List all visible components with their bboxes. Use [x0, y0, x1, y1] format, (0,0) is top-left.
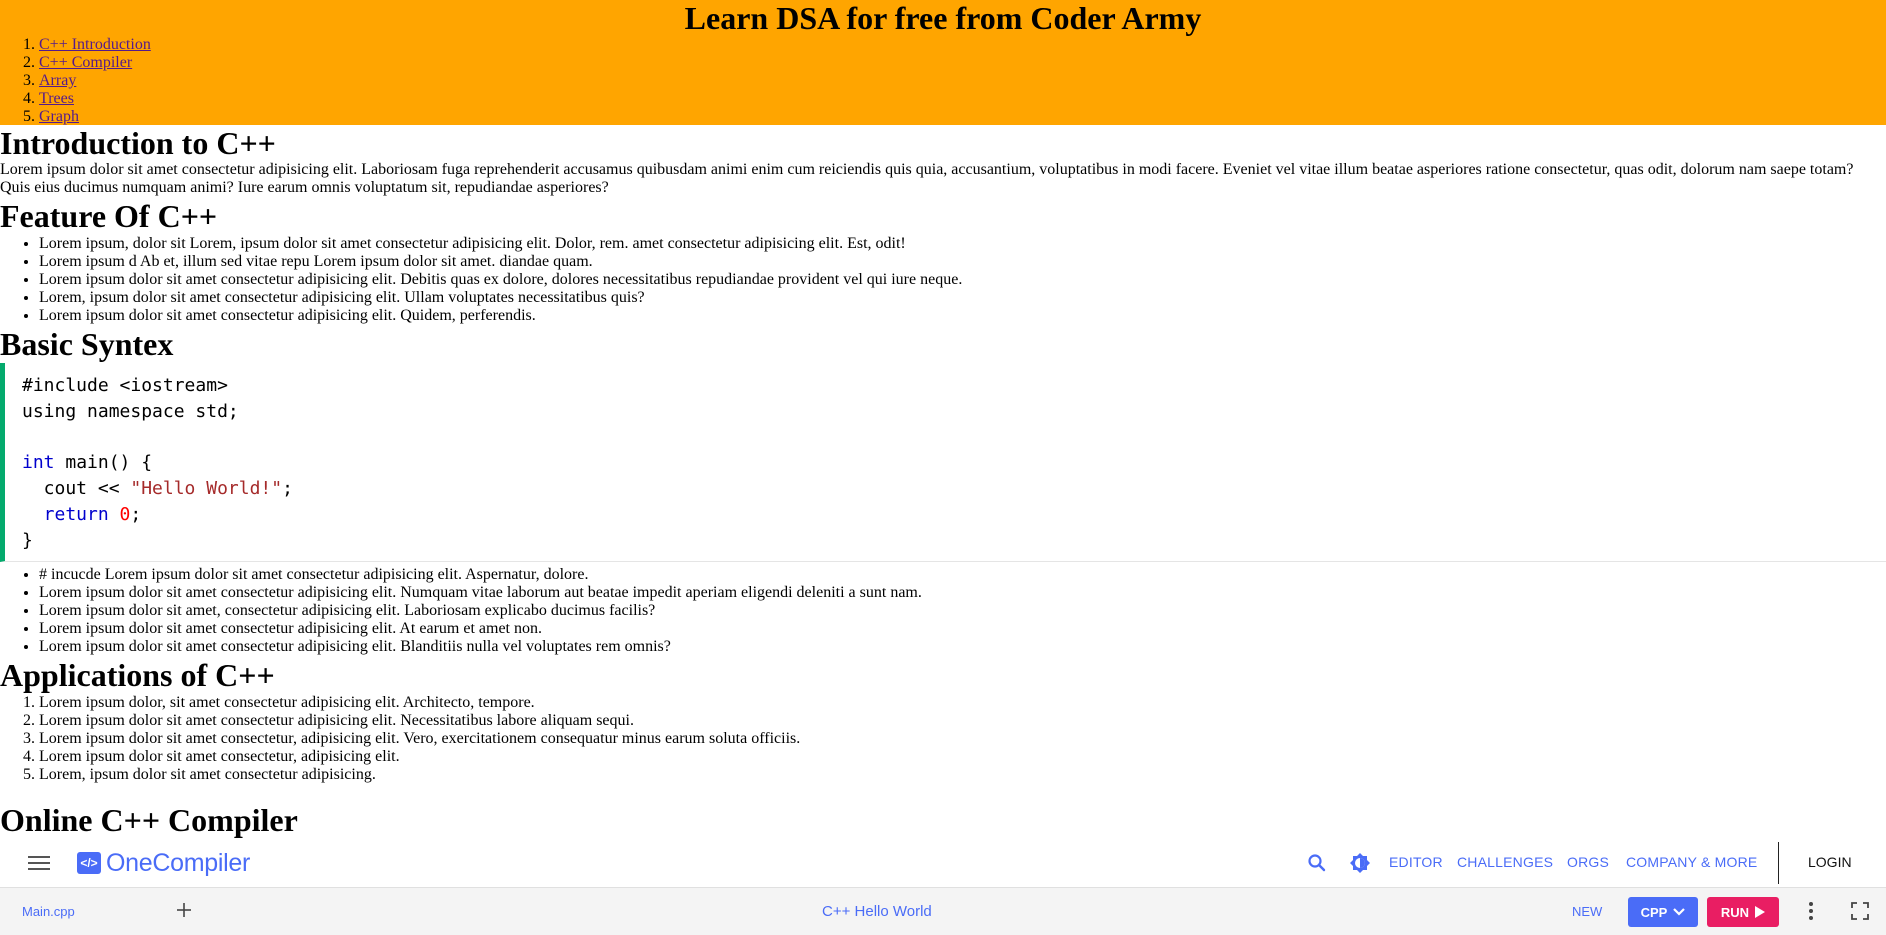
nav-link-array[interactable]: Array — [39, 72, 77, 89]
list-item: 3. Lorem ipsum dolor sit amet consectetur, adipisicing elit. Vero, exercitationem consequatur minus earum soluta officiis. — [39, 730, 800, 748]
syntax-list — [0, 566, 922, 656]
fullscreen-icon[interactable] — [1851, 902, 1869, 920]
nav-link-trees[interactable]: Trees — [39, 90, 74, 107]
compiler-heading: Online C++ Compiler — [0, 802, 298, 838]
code-cout: cout << — [22, 478, 131, 500]
list-item: • Lorem ipsum d Ab et, illum sed vitae repu Lorem ipsum dolor sit amet. diandae quam. — [39, 253, 962, 271]
code-keyword-return: return — [22, 503, 120, 525]
list-item: 5. Lorem, ipsum dolor sit amet consectetur adipisicing. — [39, 766, 800, 784]
nav-company-more[interactable]: COMPANY & MORE — [1626, 854, 1758, 870]
list-item: • Lorem ipsum dolor sit amet, consectetur adipisicing elit. Laboriosam explicabo ducimus facilis? — [39, 602, 922, 620]
list-item: 4. Lorem ipsum dolor sit amet consectetur, adipisicing elit. — [39, 748, 800, 766]
list-item: 1. Lorem ipsum dolor, sit amet consectetur adipisicing elit. Architecto, tempore. — [39, 694, 800, 712]
nav-orgs[interactable]: ORGS — [1567, 854, 1610, 870]
nav-challenges[interactable]: CHALLENGES — [1457, 854, 1554, 870]
chevron-down-icon — [1673, 908, 1685, 916]
nav-item-array — [39, 72, 151, 90]
features-list — [0, 235, 962, 325]
onecompiler-topbar — [0, 839, 1886, 887]
nav-item-cpp-introduction — [39, 36, 151, 54]
nav-link-cpp-compiler[interactable]: C++ Compiler — [39, 54, 133, 71]
code-icon: </> — [77, 852, 101, 874]
code-semicolon: ; — [282, 478, 293, 500]
more-vert-icon[interactable] — [1806, 900, 1816, 922]
editor-title[interactable]: C++ Hello World — [822, 903, 932, 920]
header-nav — [0, 36, 151, 126]
menu-icon[interactable] — [28, 853, 50, 871]
list-item: • Lorem ipsum dolor sit amet consectetur adipisicing elit. Quidem, perferendis. — [39, 307, 962, 325]
list-item: • Lorem ipsum dolor sit amet consectetur adipisicing elit. Blanditiis nulla vel voluptates rem omnis? — [39, 638, 922, 656]
applications-heading: Applications of C++ — [0, 657, 275, 693]
nav-link-graph[interactable]: Graph — [39, 108, 79, 125]
file-tab-main-cpp[interactable]: Main.cpp — [22, 904, 75, 919]
code-text — [22, 373, 293, 554]
code-example — [0, 363, 1886, 562]
nav-item-trees — [39, 90, 151, 108]
list-item: • Lorem ipsum dolor sit amet consectetur adipisicing elit. Numquam vitae laborum aut beatae impedit aperiam eligendi deleniti a sunt nam. — [39, 584, 922, 602]
run-button[interactable] — [1707, 897, 1779, 927]
syntax-heading: Basic Syntex — [0, 326, 174, 362]
nav-editor[interactable]: EDITOR — [1389, 854, 1443, 870]
code-string-literal: "Hello World!" — [130, 478, 283, 500]
theme-icon[interactable] — [1349, 852, 1371, 874]
intro-heading: Introduction to C++ — [0, 125, 276, 161]
applications-list — [0, 694, 800, 784]
nav-item-cpp-compiler — [39, 54, 151, 72]
page-title: Learn DSA for free from Coder Army — [684, 0, 1202, 36]
code-close-brace: } — [22, 529, 33, 551]
list-item: • # incucde Lorem ipsum dolor sit amet consectetur adipisicing elit. Aspernatur, dolore. — [39, 566, 922, 584]
onecompiler-logo[interactable] — [77, 848, 250, 878]
code-line-namespace: using namespace std; — [22, 400, 239, 422]
new-button[interactable]: NEW — [1572, 904, 1603, 919]
features-heading: Feature Of C++ — [0, 198, 218, 234]
login-button[interactable]: LOGIN — [1808, 854, 1852, 870]
language-select-button[interactable] — [1628, 897, 1698, 927]
divider — [1778, 842, 1779, 884]
site-header — [0, 0, 1886, 125]
code-line-include: #include <iostream> — [22, 375, 228, 396]
code-number-literal: 0 — [119, 503, 131, 525]
intro-paragraph: Lorem ipsum dolor sit amet consectetur adipisicing elit. Laboriosam fuga reprehenderit accusamus quibusdam animi enim cum reiciendis quis quia, accusantium, voluptatibus in modi facere. Eveniet vel vitae illum beatae asperiores ratione consectetur, quas odit, dolorum nam saepe totam? Quis eius ducimus numquam animi? Iure earum omnis voluptatum sit, repudiandae asperiores? — [0, 161, 1854, 196]
logo-text: OneCompiler — [106, 848, 250, 877]
run-label: RUN — [1720, 904, 1750, 920]
code-semicolon: ; — [130, 503, 142, 525]
list-item: • Lorem ipsum dolor sit amet consectetur adipisicing elit. Debitis quas ex dolore, dolores necessitatibus repudiandae provident vel qui iure neque. — [39, 271, 962, 289]
list-item: • Lorem, ipsum dolor sit amet consectetur adipisicing elit. Ullam voluptates necessitatibus quis? — [39, 289, 962, 307]
nav-item-graph — [39, 108, 151, 126]
add-icon[interactable] — [175, 901, 193, 919]
code-keyword-int: int — [22, 452, 55, 474]
nav-link-cpp-introduction[interactable]: C++ Introduction — [39, 36, 151, 53]
onecompiler-toolbar — [0, 887, 1886, 935]
code-main-signature: main() { — [54, 452, 153, 474]
list-item: 2. Lorem ipsum dolor sit amet consectetur adipisicing elit. Necessitatibus labore aliquam sequi. — [39, 712, 800, 730]
search-icon[interactable] — [1307, 853, 1327, 873]
play-icon — [1755, 906, 1765, 918]
list-item: • Lorem ipsum, dolor sit Lorem, ipsum dolor sit amet consectetur adipisicing elit. Dolor, rem. amet consectetur adipisicing elit. Est, odit! — [39, 235, 962, 253]
language-label: CPP — [1640, 904, 1668, 920]
list-item: • Lorem ipsum dolor sit amet consectetur adipisicing elit. At earum et amet non. — [39, 620, 922, 638]
